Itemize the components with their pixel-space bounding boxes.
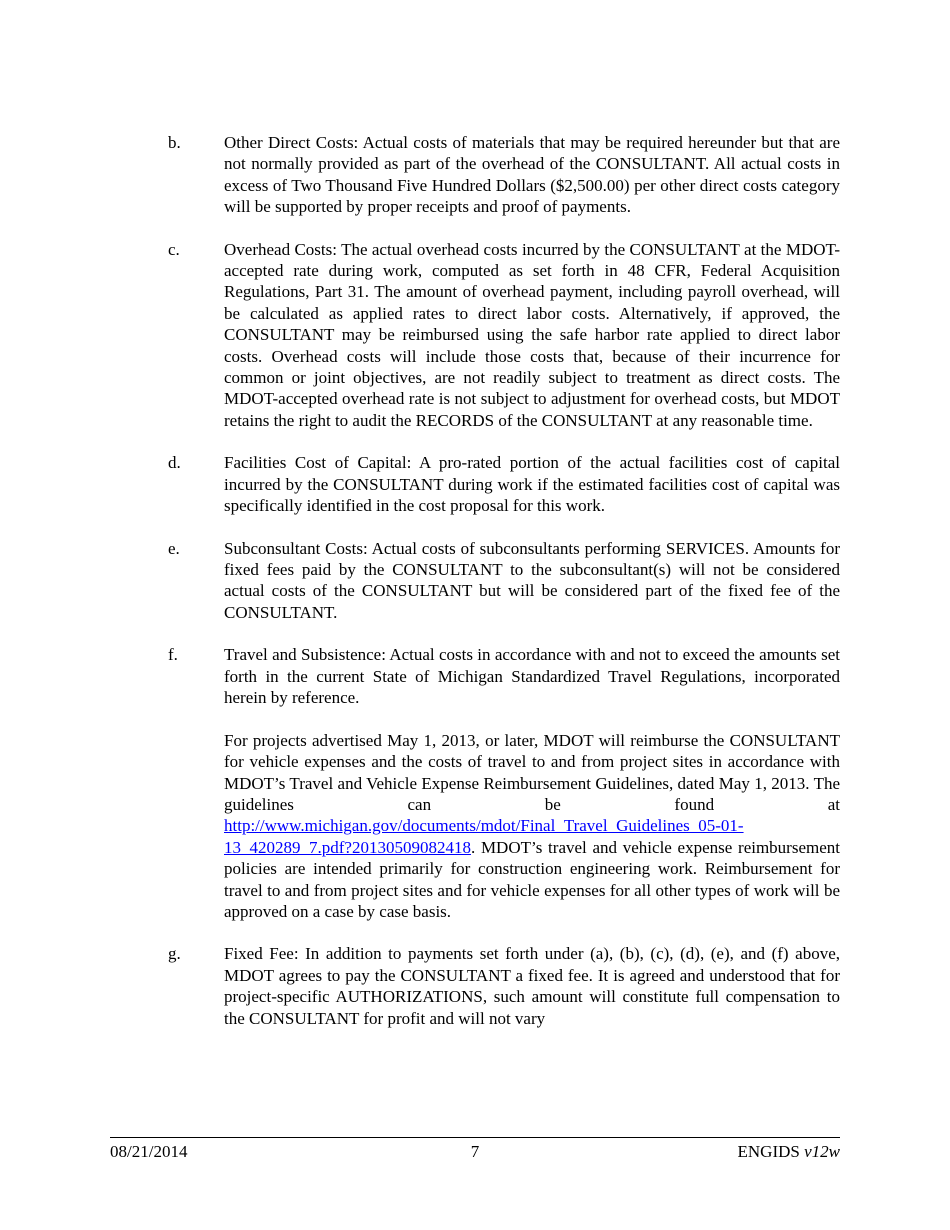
list-item-d [168, 452, 840, 516]
item-text [224, 644, 840, 922]
item-text [224, 132, 840, 218]
document-id-name: ENGIDS [737, 1142, 800, 1161]
footer-date: 08/21/2014 [110, 1142, 188, 1161]
list-item-f [168, 644, 840, 922]
list-item-b [168, 132, 840, 218]
item-letter: f. [168, 645, 178, 665]
item-letter: b. [168, 133, 181, 152]
paragraph: Other Direct Costs: Actual costs of materials that may be required hereunder but that are not normally provided as part of the overhead of the CONSULTANT. All actual costs in excess of Two Thousand Five Hundred Dollars ($2,500.00) per other direct costs category will be supported by proper receipts and proof of payments. [224, 133, 840, 217]
item-text [224, 943, 840, 1029]
list-item-e [168, 538, 840, 624]
item-text [224, 452, 840, 516]
travel-guidelines-link[interactable]: http://www.michigan.gov/documents/mdot/Final_Travel_Guidelines_05-01-13_420289_7.pdf?20130509082418 [224, 816, 744, 857]
item-letter: c. [168, 239, 180, 259]
paragraph-text-after-link: . MDOT’s travel and vehicle expense reimbursement policies are intended primarily for construction engineering work. Reimbursement for travel to and from project sites and for vehicle expenses for all other types of work will be approved on a case by case basis. [224, 837, 840, 921]
paragraph: Fixed Fee: In addition to payments set forth under (a), (b), (c), (d), (e), and (f) above, MDOT agrees to pay the CONSULTANT a fixed fee. It is agreed and understood that for project-specific AUTHORIZATIONS, such amount will constitute full compensation to the CONSULTANT for profit and will not vary [224, 944, 840, 1028]
page-number: 7 [470, 1142, 480, 1161]
paragraph: Facilities Cost of Capital: A pro-rated portion of the actual facilities cost of capital incurred by the CONSULTANT during work if the estimated facilities cost of capital was specifically identified in the cost proposal for this work. [224, 453, 840, 516]
page-footer [110, 1137, 840, 1178]
paragraph: Overhead Costs: The actual overhead costs incurred by the CONSULTANT at the MDOT-accepted rate during work, computed as set forth in 48 CFR, Federal Acquisition Regulations, Part 31. The amount of overhead payment, including payroll overhead, will be calculated as applied rates to direct labor costs. Alternatively, if approved, the CONSULTANT may be reimbursed using the safe harbor rate applied to direct labor costs. Overhead costs will include those costs that, because of their incurrence for common or joint objectives, are not readily subject to treatment as direct costs. The MDOT-accepted overhead rate is not subject to adjustment for overhead costs, but MDOT retains the right to audit the RECORDS of the CONSULTANT at any reasonable time. [224, 239, 840, 430]
list-item-c [168, 239, 840, 432]
paragraph-text-before-link: For projects advertised May 1, 2013, or later, MDOT will reimburse the CONSULTANT for vehicle expenses and the costs of travel to and from project sites in accordance with MDOT’s Travel and Vehicle Expense Reimbursement Guidelines, dated May 1, 2013. The guidelines can be found at [224, 730, 840, 814]
item-text [224, 538, 840, 624]
document-body [168, 132, 840, 1050]
document-id [738, 1142, 840, 1162]
item-letter: g. [168, 944, 181, 964]
item-letter: d. [168, 453, 181, 473]
item-text [224, 239, 840, 432]
paragraph: Travel and Subsistence: Actual costs in accordance with and not to exceed the amounts set forth in the current State of Michigan Standardized Travel Regulations, incorporated herein by reference. [224, 645, 840, 707]
paragraph: Subconsultant Costs: Actual costs of subconsultants performing SERVICES. Amounts for fixed fees paid by the CONSULTANT to the subconsultant(s) will not be considered actual costs of the CONSULTANT but will be considered part of the fixed fee of the CONSULTANT. [224, 538, 840, 622]
item-letter: e. [168, 538, 180, 558]
paragraph-with-link [224, 730, 840, 923]
document-version: v12w [804, 1142, 840, 1161]
list-item-g [168, 943, 840, 1029]
